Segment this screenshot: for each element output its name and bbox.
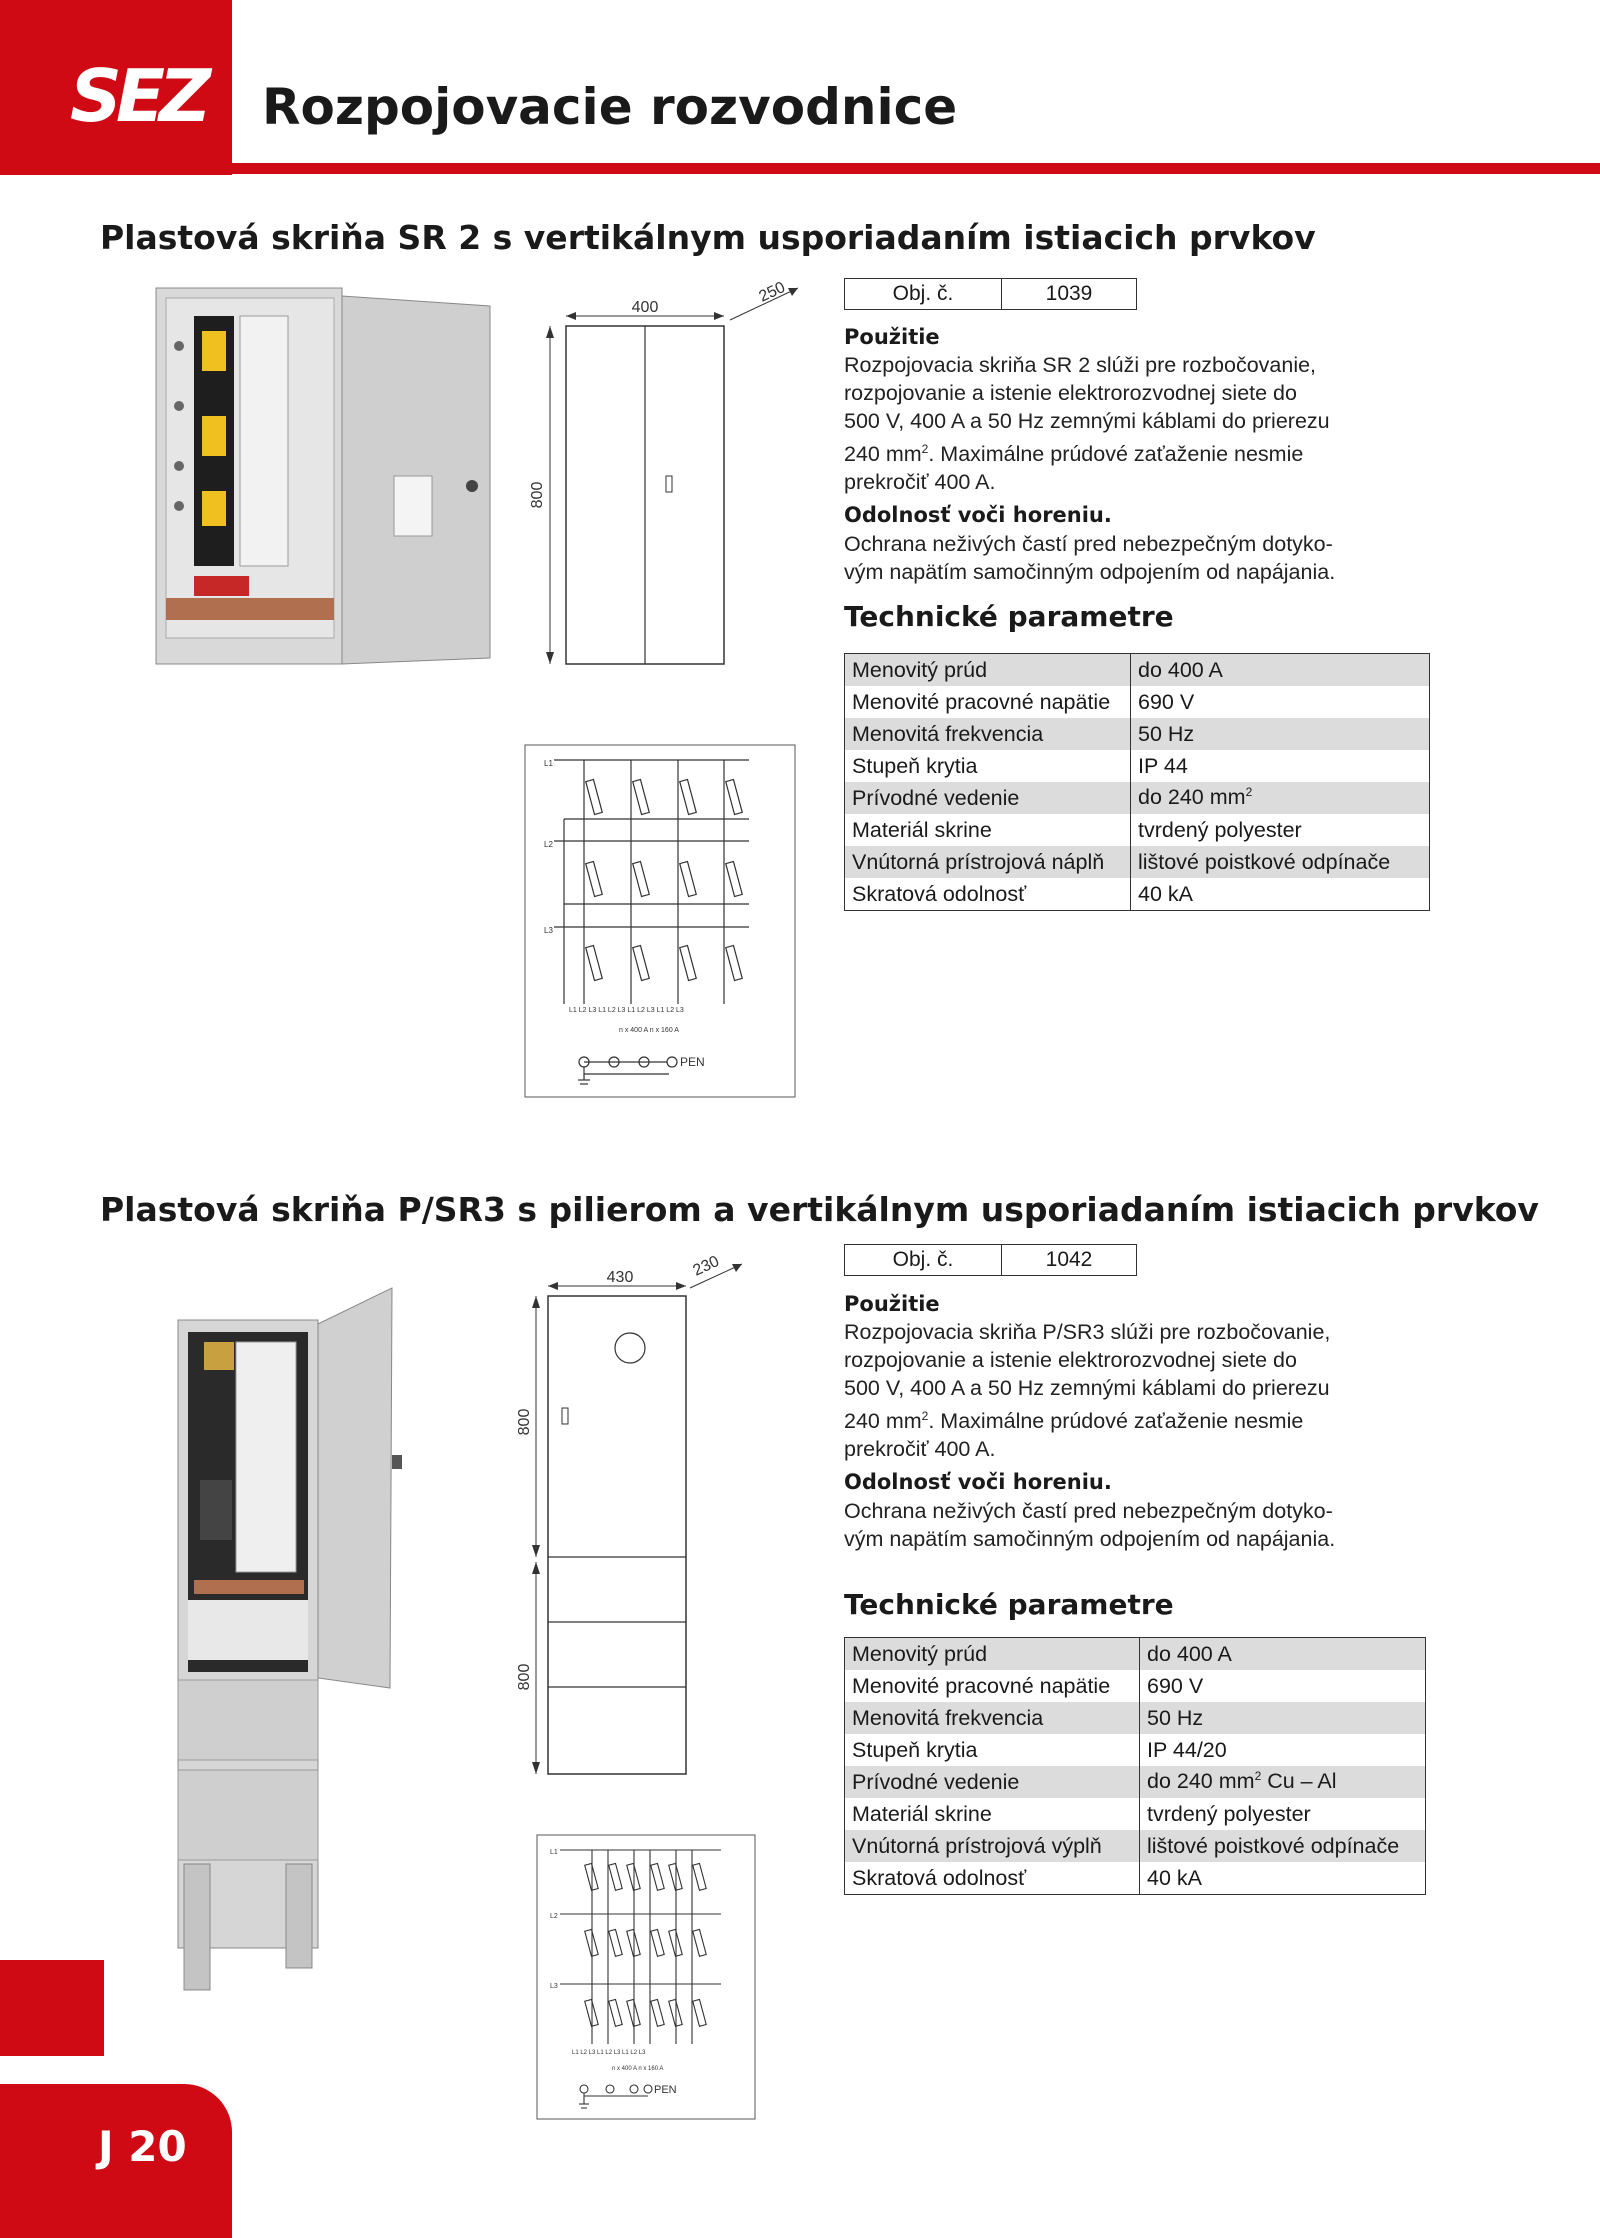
section-2-photo-cabinet (174, 1280, 414, 1990)
section-1-dimension-drawing (530, 280, 810, 675)
schema-terminals: L1 L2 L3 L1 L2 L3 L1 L2 L3 (572, 2050, 646, 2056)
section-2-obj-box (844, 1244, 1137, 1276)
table-row: Menovitá frekvencia 50 Hz (845, 718, 1430, 750)
section-1-photo-cabinet (154, 286, 492, 669)
page-number: J 20 (98, 2122, 187, 2171)
height-top-dimension: 800 (516, 1408, 533, 1436)
obj-label: Obj. č. (845, 1245, 1002, 1275)
table-row: Menovité pracovné napätie 690 V (845, 686, 1430, 718)
obj-label: Obj. č. (845, 279, 1002, 309)
schema-phase-l3: L3 (544, 926, 553, 935)
section-1-usage-text: Rozpojovacia skriňa SR 2 slúži pre rozbočovanie, rozpojovanie a istenie elektrorozvodnej siete do 500 V, 400 A a 50 Hz zemnými káblami do prierezu 240 $mm^2$. Maximálne prúdové zaťaženie nesmie prekročiť 400 A. (844, 353, 1330, 495)
table-row: Vnútorná prístrojová výplň lištové poistkové odpínače (845, 1830, 1426, 1862)
schema-phase-l1: L1 (550, 1849, 558, 1856)
table-row: Materiál skrine tvrdený polyester (845, 814, 1430, 846)
width-dimension: 400 (631, 299, 659, 316)
section-1-params-table (844, 653, 1430, 911)
table-row: Prívodné vedenie do 240 $mm^2$ Cu – Al (845, 1766, 1426, 1798)
table-row: Menovitý prúd do 400 A (845, 1638, 1426, 1671)
table-row: Menovitá frekvencia 50 Hz (845, 1702, 1426, 1734)
section-1-obj-box (844, 278, 1137, 310)
section-2-title: Plastová skriňa P/SR3 s pilierom a vertikálnym usporiadaním istiacich prvkov (100, 1190, 1539, 1229)
header-rule (232, 163, 1600, 174)
schema-ratings: n x 400 A n x 160 A (619, 1027, 679, 1034)
obj-number: 1042 (1045, 1248, 1093, 1271)
footer-red-block (0, 1960, 104, 2056)
section-2-dimension-drawing (516, 1252, 750, 1782)
section-2-usage-heading: Použitie (844, 1292, 940, 1316)
schema-pen: PEN (654, 2084, 677, 2096)
table-row: Menovité pracovné napätie 690 V (845, 1670, 1426, 1702)
section-1-wiring-schema (524, 744, 796, 1098)
page-title: Rozpojovacie rozvodnice (262, 78, 958, 136)
schema-phase-l2: L2 (544, 840, 553, 849)
section-2-fire-heading: Odolnosť voči horeniu. (844, 1470, 1112, 1494)
section-2-params-table (844, 1637, 1426, 1895)
section-2-wiring-schema (536, 1834, 756, 2120)
table-row: Skratová odolnosť 40 kA (845, 878, 1430, 911)
depth-dimension: 230 (690, 1252, 722, 1280)
table-row: Stupeň krytia IP 44/20 (845, 1734, 1426, 1766)
schema-phase-l1: L1 (544, 759, 553, 768)
section-1-usage-heading: Použitie (844, 325, 940, 349)
table-row: Prívodné vedenie do 240 $mm^2$ (845, 782, 1430, 814)
schema-ratings: n x 400 A n x 160 A (612, 2066, 664, 2072)
table-row: Stupeň krytia IP 44 (845, 750, 1430, 782)
schema-phase-l3: L3 (550, 1983, 558, 1990)
table-row: Vnútorná prístrojová náplň lištové poistkové odpínače (845, 846, 1430, 878)
section-2-usage-text: Rozpojovacia skriňa P/SR3 slúži pre rozbočovanie, rozpojovanie a istenie elektrorozvodnej siete do 500 V, 400 A a 50 Hz zemnými káblami do prierezu 240 $mm^2$. Maximálne prúdové zaťaženie nesmie prekročiť 400 A. (844, 1320, 1331, 1462)
obj-number: 1039 (1045, 282, 1093, 305)
schema-phase-l2: L2 (550, 1913, 558, 1920)
table-row: Skratová odolnosť 40 kA (845, 1862, 1426, 1895)
section-2-tech-title: Technické parametre (844, 1588, 1174, 1621)
height-bottom-dimension: 800 (516, 1663, 533, 1691)
section-1-fire-heading: Odolnosť voči horeniu. (844, 503, 1112, 527)
section-1-fire-text: Ochrana neživých častí pred nebezpečným dotyko- vým napätím samočinným odpojením od napájania. (844, 532, 1336, 584)
height-dimension: 800 (529, 481, 546, 509)
schema-terminals: L1 L2 L3 L1 L2 L3 L1 L2 L3 L1 L2 L3 (569, 1007, 684, 1014)
width-dimension: 430 (606, 1269, 634, 1286)
section-2-fire-text: Ochrana neživých častí pred nebezpečným dotyko- vým napätím samočinným odpojením od napájania. (844, 1499, 1336, 1551)
depth-dimension: 250 (756, 278, 788, 306)
table-row: Materiál skrine tvrdený polyester (845, 1798, 1426, 1830)
schema-pen: PEN (680, 1055, 705, 1069)
table-row: Menovitý prúd do 400 A (845, 654, 1430, 687)
section-1-tech-title: Technické parametre (844, 600, 1174, 633)
section-1-title: Plastová skriňa SR 2 s vertikálnym usporiadaním istiacich prvkov (100, 218, 1316, 257)
sez-logo: SEZ (70, 54, 206, 138)
